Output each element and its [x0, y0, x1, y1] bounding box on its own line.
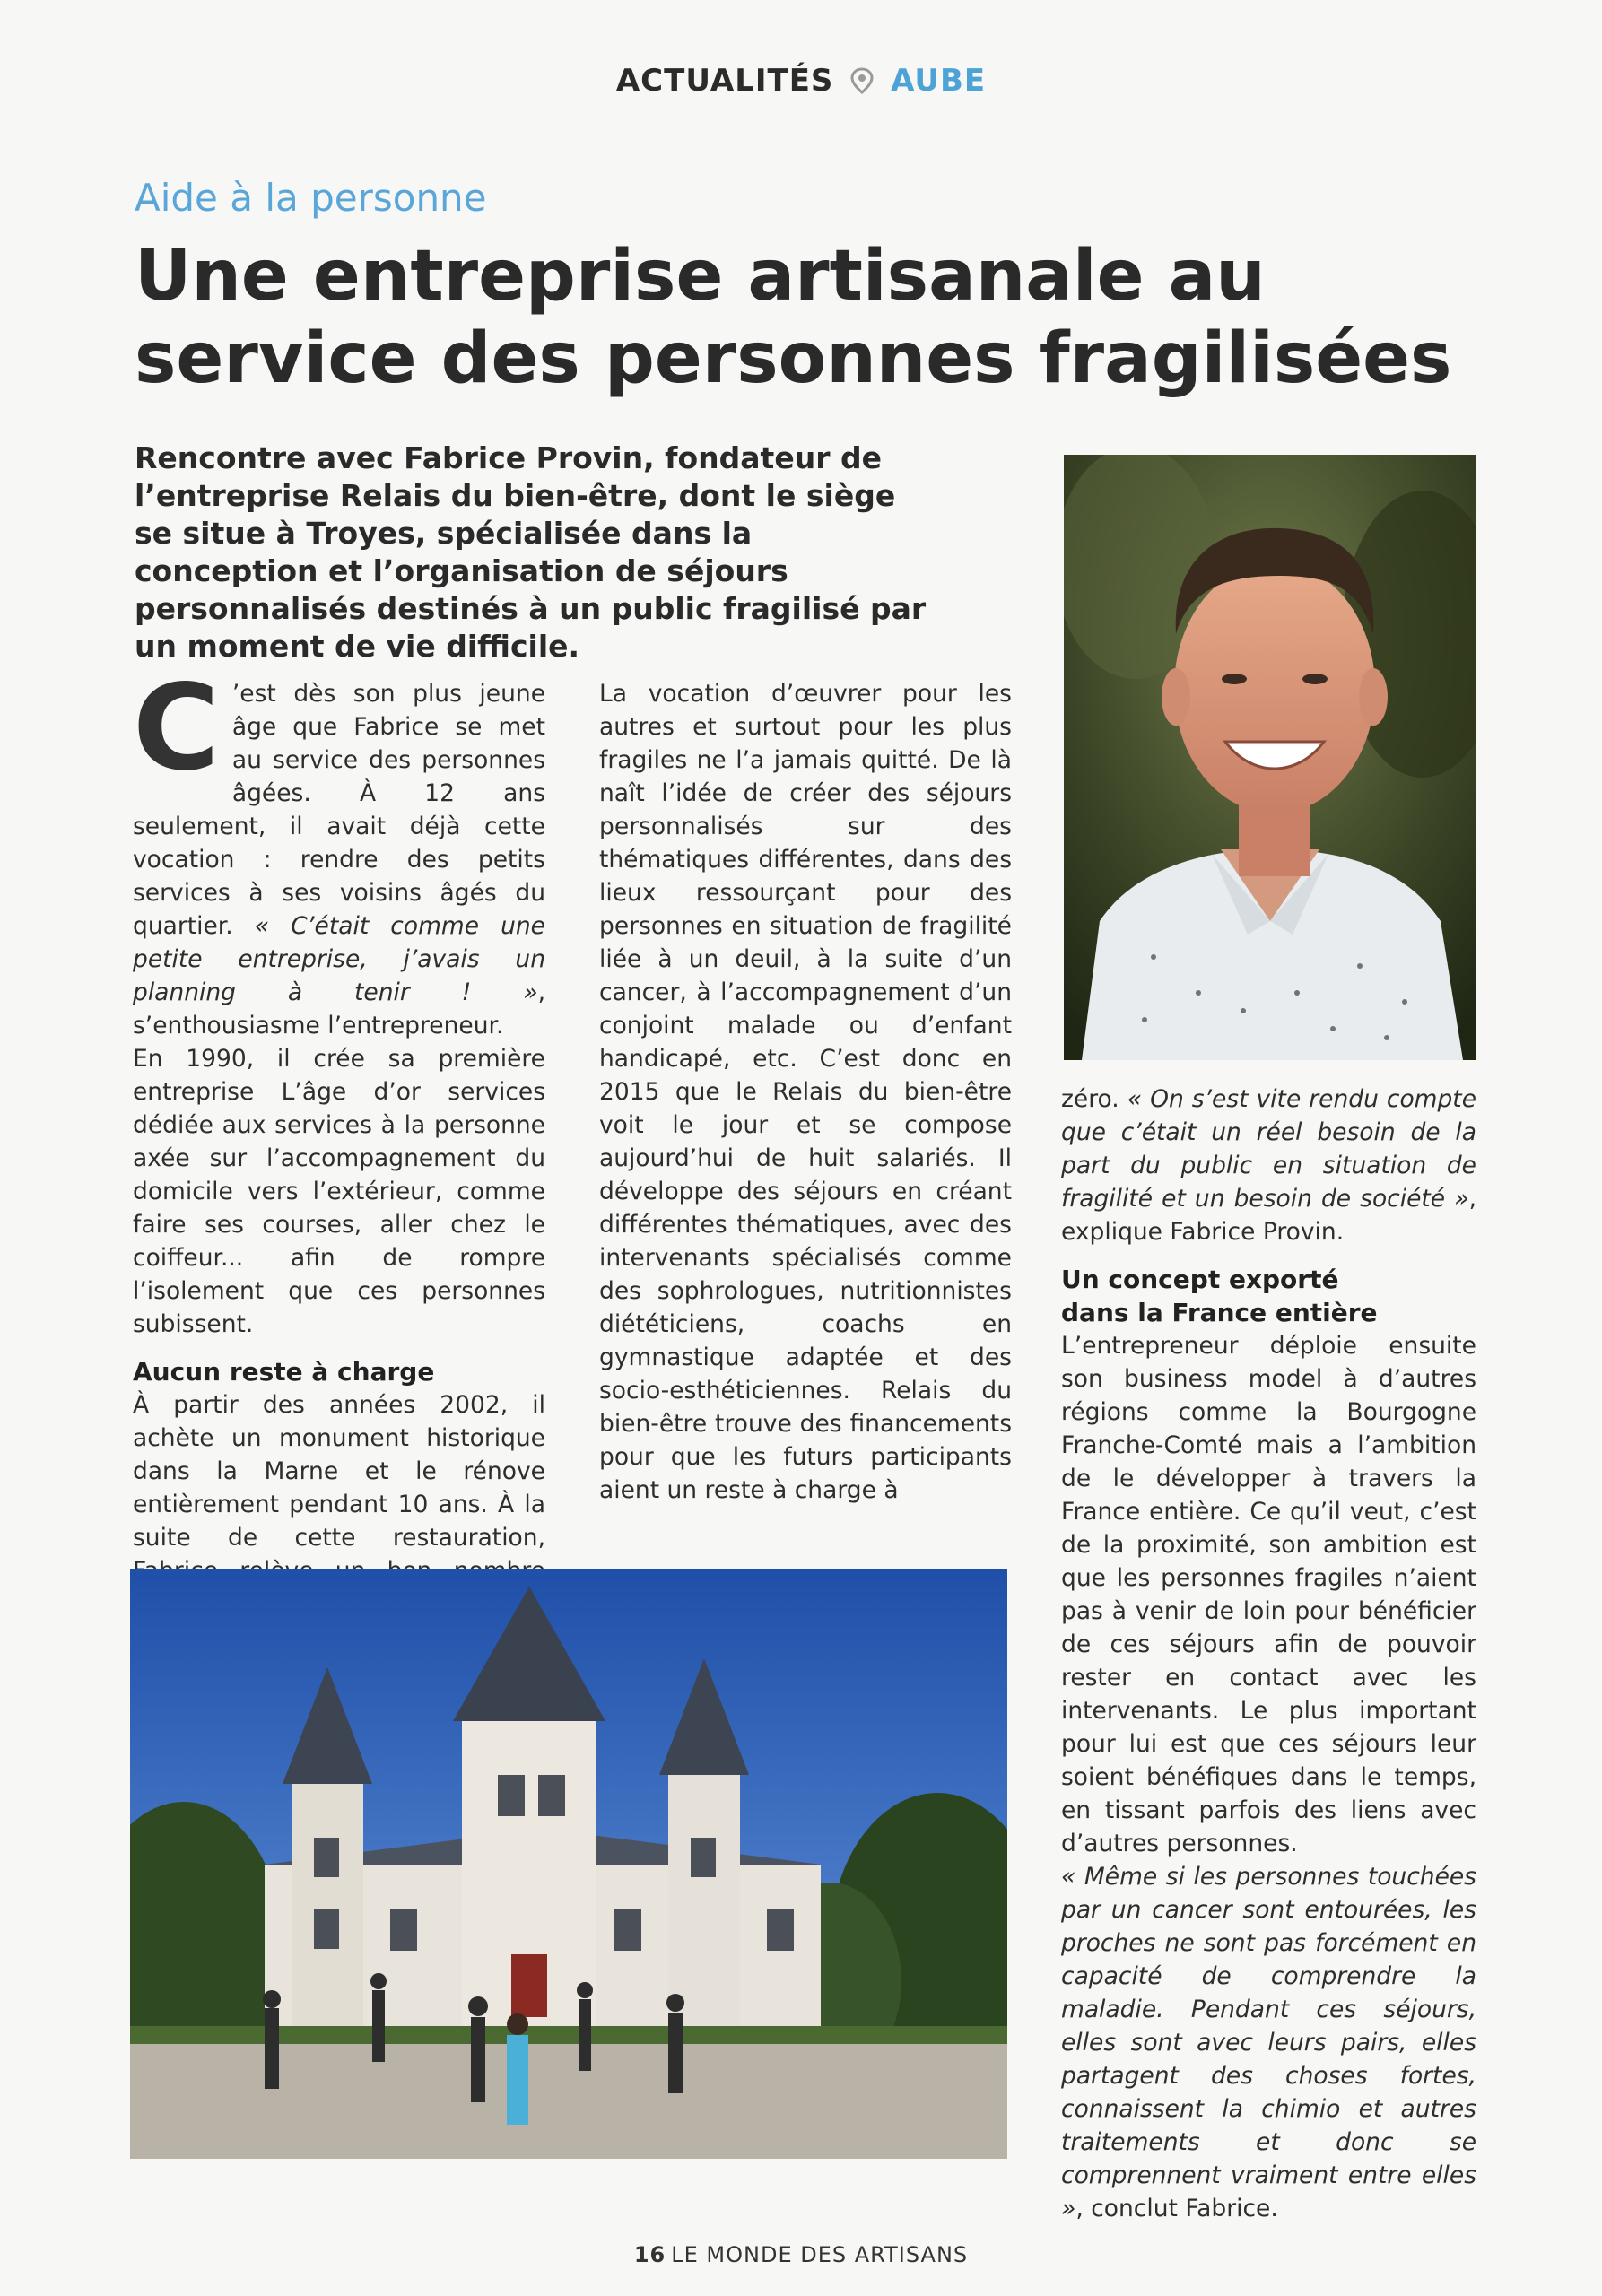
- subheading-concept: [1061, 1263, 1476, 1329]
- need-quote: « On s’est vite rendu compte que c’était un réel besoin de la part du public en situation de fragilité et un besoin de société »: [1061, 1085, 1476, 1213]
- article-column-2-text: [599, 677, 1012, 1507]
- paragraph-intro: [133, 659, 545, 1042]
- monument-text: À partir des années 2002, il achète un monument historique dans la Marne et le rénove entièrement pendant 10 ans. À la suite de cette restauration,: [133, 1391, 545, 1552]
- conclusion-end: , conclut Fabrice.: [1075, 2195, 1278, 2222]
- headline-line-1: Une entreprise artisanale au: [135, 236, 1266, 317]
- location-pin-icon: [850, 67, 874, 94]
- portrait-photo: [1064, 455, 1476, 1060]
- section-header: [0, 63, 1602, 99]
- subheading-no-cost: Aucun reste à charge: [133, 1357, 435, 1387]
- paragraph-first-company: En 1990, il crée sa première entreprise L’âge d’or services dédiée aux services à la personne axée sur l’accompagnement du domicile vers l’extérieur, comme faire ses courses, aller chez le coiffeur... afin de rompre l’isolement que ces personnes subissent.: [133, 1045, 545, 1338]
- intro-text: ’est dès son plus jeune âge que Fabrice se met au service des personnes âgées. À 12 ans seulement, il avait déjà cette vocation : rendre des petits services à ses voisins âgés du quartier.: [133, 680, 545, 940]
- article-lead: Rencontre avec Fabrice Provin, fondateur de l’entreprise Relais du bien-être, dont le siège se situe à Troyes, spécialisée dans la conception et l’organisation de séjours personnalisés destinés à un public fragilisé par un moment de vie difficile.: [135, 440, 927, 664]
- page-number: 16: [633, 2242, 666, 2267]
- article-column-3: [1061, 1083, 1476, 2225]
- chateau-photo: [130, 1569, 1007, 2159]
- chateau-illustration: [130, 1569, 1007, 2159]
- paragraph-vocation: La vocation d’œuvrer pour les autres et surtout pour les plus fragiles ne l’a jamais quitté. De là naît l’idée de créer des séjours personnalisés sur des thématiques différentes, dans des lieux ressourçant pour des personnes en situation de fragilité liée à un deuil, à la suite d’un cancer, à l’accompagnement d’un conjoint malade ou d’enfant handicapé, etc. C’est donc en 2015 que le Relais du bien-être voit le jour et se compose aujourd’hui de huit salariés. Il développe des séjours en créant différentes thématiques, avec des intervenants spécialisés comme des sophrologues, nutritionnistes diététiciens, coachs en gymnastique adaptée et des socio-esthéticiennes. Relais du bien-être trouve des financements pour que les futurs participants aient un reste à charge à: [599, 680, 1012, 1504]
- conclusion-quote: « Même si les personnes touchées par un cancer sont entourées, les proches ne sont pas forcément en capacité de comprendre la maladie. Pendant ces séjours, elles sont avec leurs pairs, elles partagent des choses fortes, connaissent la chimio et autres traitements et donc se comprennent vraiment entre elles »: [1061, 1863, 1476, 2222]
- drop-cap: C: [133, 659, 220, 797]
- section-region: AUBE: [891, 63, 987, 99]
- subheading-concept-line-2: dans la France entière: [1061, 1298, 1378, 1327]
- article-headline: [135, 235, 1498, 400]
- paragraph-expansion: L’entrepreneur déploie ensuite son business model à d’autres régions comme la Bourgogne Franche-Comté mais a l’ambition de le développer à travers la France entière. Ce qu’il veut, c’est de la proximité, son ambition est que les personnes fragiles n’aient pas à venir de loin pour bénéficier de ces séjours afin de pouvoir rester en contact avec les intervenants. Le plus important pour lui est que ces séjours leur soient bénéfiques dans le temps, en tissant parfois des liens avec d’autres personnes.: [1061, 1332, 1476, 1857]
- publication-name: LE MONDE DES ARTISANS: [671, 2242, 969, 2267]
- article-kicker: Aide à la personne: [135, 176, 487, 220]
- section-rubric: ACTUALITÉS: [615, 63, 834, 99]
- need-quote-end: , explique Fabrice Provin.: [1061, 1185, 1476, 1246]
- portrait-illustration: [1064, 455, 1476, 1060]
- intro-quote: « C’était comme une petite entreprise, j’avais un planning à tenir ! »: [133, 912, 545, 1006]
- article-column-1: [133, 659, 545, 1720]
- paragraph-zero-cost: [1061, 1083, 1476, 1248]
- zero-text: zéro.: [1061, 1085, 1127, 1113]
- intro-end: , s’enthousiasme l’entrepreneur.: [133, 978, 545, 1039]
- subheading-concept-line-1: Un concept exporté: [1061, 1265, 1339, 1294]
- paragraph-conclusion: [1061, 1860, 1476, 2225]
- headline-line-2: service des personnes fragilisées: [135, 318, 1452, 399]
- page-footer: [0, 2242, 1602, 2267]
